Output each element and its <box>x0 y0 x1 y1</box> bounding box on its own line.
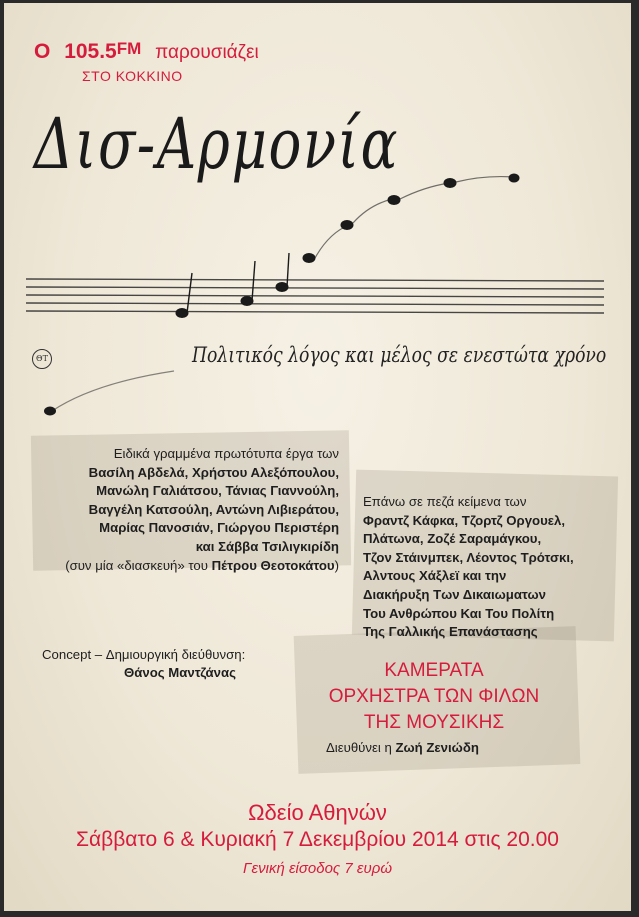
orchestra-line: ΚΑΜΕΡΑΤΑ <box>384 660 484 681</box>
composer-line: Μαρίας Πανοσιάν, Γιώργου Περιστέρη <box>99 520 339 536</box>
radio-frequency: 105.5 <box>64 40 117 63</box>
texts-intro: Επάνω σε πεζά κείμενα των <box>363 494 527 509</box>
composer-line: Βαγγέλη Κατσούλη, Αντώνη Λιβιεράτου, <box>88 501 339 517</box>
text-author-line: Διακήρυξη Των Δικαιωματων <box>363 586 546 602</box>
radio-o-label: Ο <box>34 40 51 63</box>
note-trail <box>315 225 349 258</box>
conductor-name: Ζωή Ζενιώδη <box>395 740 479 755</box>
monogram: ΘΤ <box>32 349 52 369</box>
note-stem <box>252 261 255 301</box>
note-head <box>388 196 400 205</box>
poster <box>4 3 631 911</box>
composers-intro: Ειδικά γραμμένα πρωτότυπα έργα των <box>113 446 339 461</box>
orchestra-line: ΤΗΣ ΜΟΥΣΙΚΗΣ <box>363 712 505 733</box>
note-stem <box>287 253 289 287</box>
note-head <box>44 407 56 416</box>
note-head <box>276 283 288 292</box>
arrangement-line <box>65 557 339 576</box>
note-head <box>303 254 315 263</box>
note-trail <box>456 177 514 182</box>
staff-line <box>26 303 604 305</box>
composer-line: και Σάββα Τσιλιγκιρίδη <box>195 538 339 554</box>
note-head <box>509 174 519 182</box>
composer-line: Μανώλη Γαλιάτσου, Τάνιας Γιαννούλη, <box>96 483 339 499</box>
orchestra-block <box>304 658 564 736</box>
presents-label: παρουσιάζει <box>155 42 259 63</box>
arrangement-pre: (συν μία «διασκευή» του <box>65 557 212 573</box>
arrangement-name: Πέτρου Θεοτοκάτου <box>211 557 335 573</box>
concept-name: Θάνος Μαντζάνας <box>124 665 236 680</box>
radio-station-line <box>34 39 259 64</box>
music-staff-illustration <box>4 163 631 343</box>
staff-line <box>26 311 604 313</box>
text-author-line: Του Ανθρώπου Και Του Πολίτη <box>363 605 555 621</box>
falling-note-illustration <box>34 363 184 423</box>
poster-title: Δισ-Αρμονία <box>34 103 400 185</box>
composers-block <box>65 445 339 575</box>
note-trail <box>400 183 449 199</box>
conductor-pre: Διευθύνει η <box>326 740 396 755</box>
composer-line: Βασίλη Αβδελά, Χρήστου Αλεξόπουλου, <box>88 464 339 480</box>
note-trail <box>52 371 174 411</box>
note-head <box>341 221 353 230</box>
poster-subtitle: Πολιτικός λόγος και μέλος σε ενεστώτα χρόνο <box>192 343 607 367</box>
texts-block <box>363 493 574 642</box>
text-author-line: Τζον Στάινμπεκ, Λέοντος Τρότσκι, <box>363 549 574 565</box>
radio-subtitle: ΣΤΟ ΚΟΚΚΙΝΟ <box>82 68 183 84</box>
event-date: Σάββατο 6 & Κυριακή 7 Δεκεμβρίου 2014 στις 20.00 <box>76 828 559 851</box>
staff-line <box>26 295 604 297</box>
note-trail <box>353 199 392 223</box>
ticket-price: Γενική είσοδος 7 ευρώ <box>242 860 393 877</box>
staff-line <box>26 279 604 281</box>
conductor-line <box>326 740 479 755</box>
text-author-line: Αλντους Χάξλεϊ και την <box>363 568 507 584</box>
staff-lines <box>26 279 604 313</box>
radio-fm: FM <box>116 39 142 58</box>
arrangement-post: ) <box>334 557 339 573</box>
venue: Ωδείο Αθηνών <box>248 800 387 825</box>
concept-label: Concept – Δημιουργική διεύθυνση: <box>42 647 246 662</box>
text-author-line: Της Γαλλικής Επανάστασης <box>363 624 538 640</box>
orchestra-line: ΟΡΧΗΣΤΡΑ ΤΩΝ ΦΙΛΩΝ <box>328 686 540 707</box>
note-head <box>176 309 188 318</box>
staff-line <box>26 287 604 289</box>
note-head <box>241 297 253 306</box>
text-author-line: Πλάτωνα, Ζοζέ Σαραμάγκου, <box>363 531 542 547</box>
text-author-line: Φραντζ Κάφκα, Τζορτζ Οργουελ, <box>363 512 566 528</box>
note-head <box>444 179 456 188</box>
